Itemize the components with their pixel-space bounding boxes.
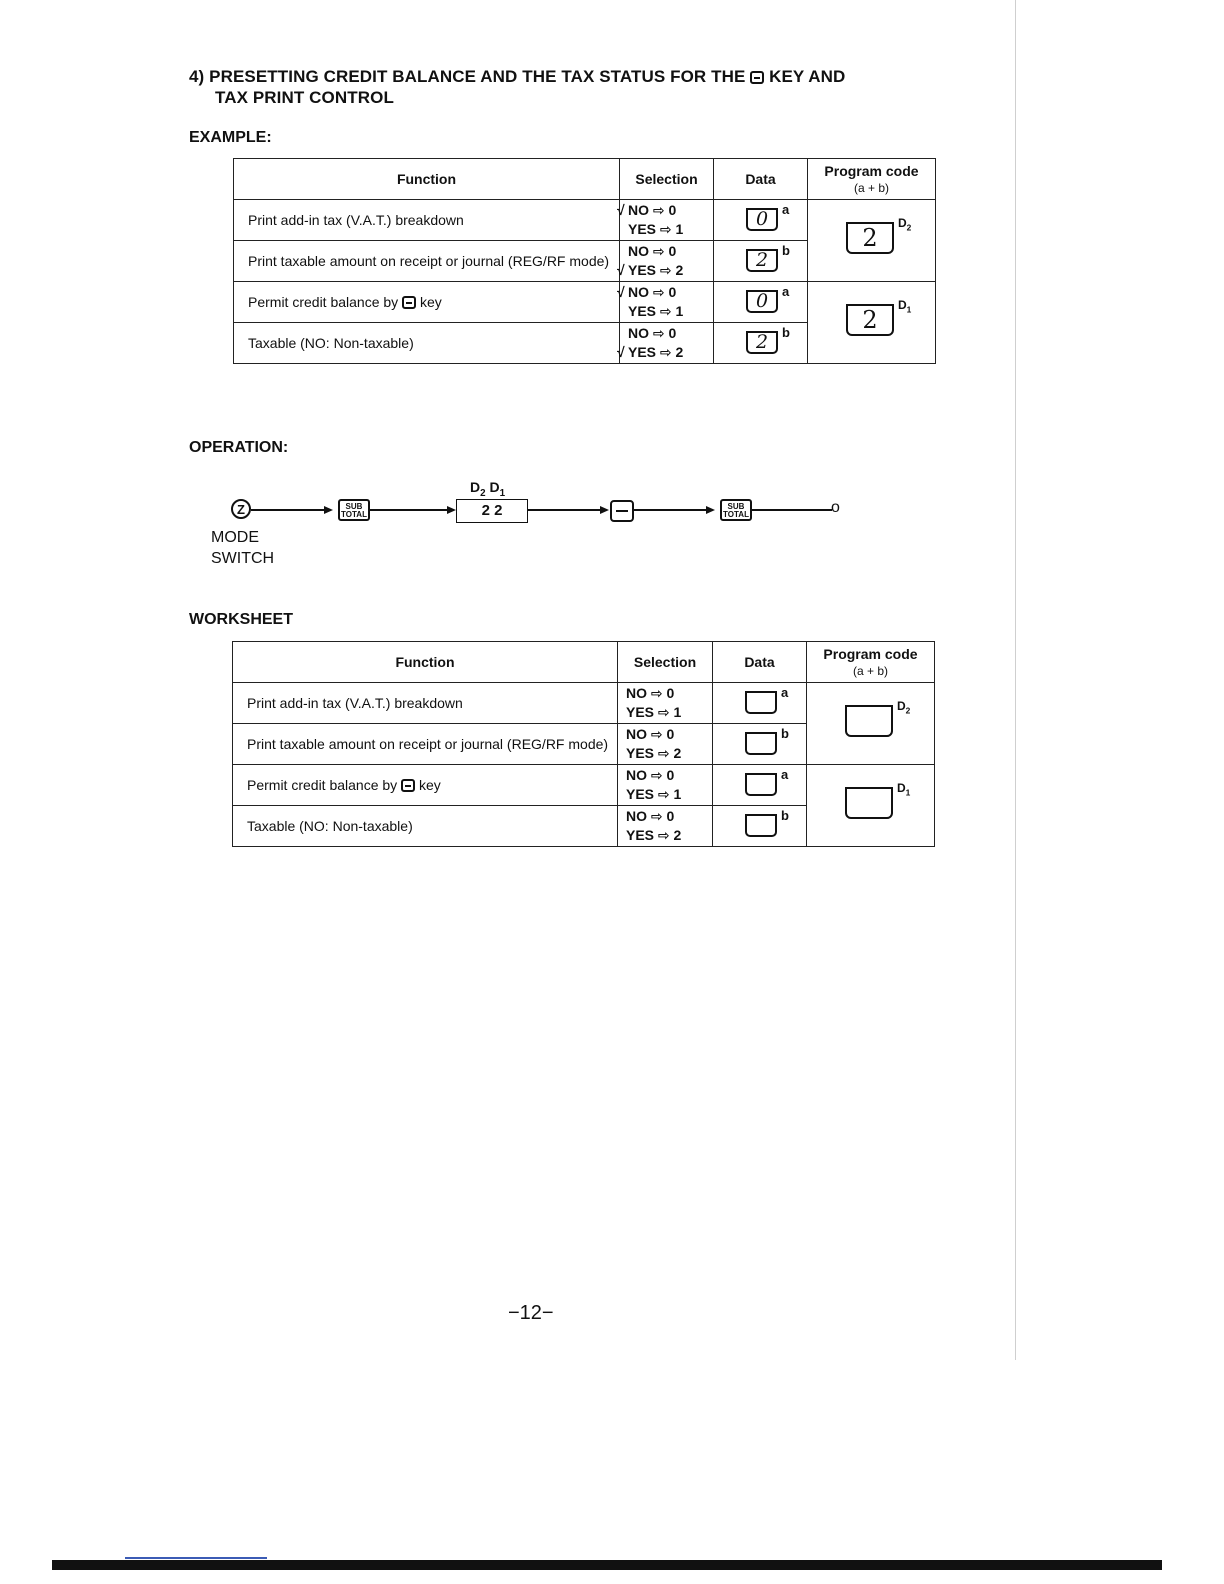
table-row — [233, 683, 935, 724]
title-line1-prefix: 4) PRESETTING CREDIT BALANCE AND THE TAX STATUS FOR THE — [189, 67, 746, 86]
function-cell: Print taxable amount on receipt or journal (REG/RF mode) — [234, 241, 620, 282]
data-input-box[interactable] — [745, 814, 777, 837]
selection-cell: NO ⇨ 0 YES ⇨ 1 — [618, 683, 713, 724]
page-number: −12− — [508, 1302, 554, 1324]
page-edge-line — [1015, 0, 1016, 1360]
program-code-cell — [808, 282, 936, 364]
check-mark-icon: √ — [617, 284, 625, 300]
selection-cell: √ NO ⇨ 0 YES ⇨ 2 — [620, 241, 714, 282]
data-box: 2 — [746, 249, 778, 272]
subtotal-key-icon: SUB TOTAL — [338, 499, 370, 521]
data-superscript: a — [781, 685, 789, 700]
function-cell: Print add-in tax (V.A.T.) breakdown — [234, 200, 620, 241]
function-cell: Taxable (NO: Non-taxable) — [234, 323, 620, 364]
function-cell: Print taxable amount on receipt or journal (REG/RF mode) — [233, 724, 618, 765]
program-code-cell[interactable] — [807, 683, 935, 765]
program-code-input-box[interactable] — [845, 787, 893, 819]
end-symbol: o — [831, 499, 840, 516]
selection-cell: NO ⇨ 0 YES ⇨ 2 — [618, 724, 713, 765]
program-code-label: $D_2$ — [897, 699, 911, 716]
minus-key-icon — [402, 296, 416, 309]
data-input-box[interactable] — [745, 773, 777, 796]
selection-cell: NO ⇨ 0 YES ⇨ 1 — [618, 765, 713, 806]
bottom-accent — [125, 1557, 267, 1559]
check-mark-icon: √ — [617, 344, 625, 360]
data-cell — [714, 323, 808, 364]
data-input-box[interactable] — [745, 691, 777, 714]
example-table — [233, 158, 936, 364]
bottom-bar — [52, 1560, 1162, 1570]
title-line2: TAX PRINT CONTROL — [215, 88, 394, 107]
header-data: Data — [713, 642, 807, 683]
data-cell[interactable] — [713, 683, 807, 724]
data-box: 2 — [746, 331, 778, 354]
header-function: Function — [233, 642, 618, 683]
program-code-label: $D_1$ — [898, 298, 912, 315]
function-cell: Print add-in tax (V.A.T.) breakdown — [233, 683, 618, 724]
subtotal-key-icon: SUB TOTAL — [720, 499, 752, 521]
check-mark-icon: √ — [617, 202, 625, 218]
header-selection: Selection — [620, 159, 714, 200]
check-mark-icon: √ — [617, 262, 625, 278]
worksheet-heading: WORKSHEET — [189, 611, 293, 628]
selection-cell: √ NO ⇨ 0 YES ⇨ 2 — [620, 323, 714, 364]
data-superscript: b — [781, 808, 789, 823]
program-code-box: 2 — [846, 304, 894, 336]
program-code-cell[interactable] — [807, 765, 935, 847]
data-superscript: a — [782, 202, 790, 217]
example-heading: EXAMPLE: — [189, 129, 272, 146]
program-code-cell — [808, 200, 936, 282]
data-box: 0 — [746, 290, 778, 313]
data-superscript: a — [781, 767, 789, 782]
program-code-input-box[interactable] — [845, 705, 893, 737]
title-line1-suffix: KEY AND — [769, 67, 846, 86]
minus-key-icon — [610, 500, 634, 522]
minus-key-icon — [401, 779, 415, 792]
function-cell: Permit credit balance by key — [234, 282, 620, 323]
mode-switch-label: MODE SWITCH — [211, 529, 275, 567]
minus-key-icon — [750, 71, 764, 84]
data-superscript: b — [782, 243, 790, 258]
digits-label: $D_2$ $D_1$ — [470, 479, 506, 499]
mode-switch-z-icon: Z — [231, 499, 251, 519]
data-superscript: a — [782, 284, 790, 299]
data-cell — [714, 282, 808, 323]
table-row — [234, 200, 936, 241]
digits-box: 2 2 — [456, 499, 528, 523]
selection-cell: √ NO ⇨ 0 YES ⇨ 1 — [620, 200, 714, 241]
program-code-box: 2 — [846, 222, 894, 254]
program-code-label: $D_1$ — [897, 781, 911, 798]
table-row — [234, 282, 936, 323]
data-cell[interactable] — [713, 765, 807, 806]
header-function: Function — [234, 159, 620, 200]
header-selection: Selection — [618, 642, 713, 683]
data-box: 0 — [746, 208, 778, 231]
operation-diagram — [200, 478, 860, 578]
header-data: Data — [714, 159, 808, 200]
section-title — [189, 66, 949, 108]
header-program-code: Program code (a + b) — [807, 642, 935, 683]
data-cell[interactable] — [713, 724, 807, 765]
worksheet-table — [232, 641, 935, 847]
selection-cell: √ NO ⇨ 0 YES ⇨ 1 — [620, 282, 714, 323]
function-cell: Taxable (NO: Non-taxable) — [233, 806, 618, 847]
function-cell: Permit credit balance by key — [233, 765, 618, 806]
operation-heading: OPERATION: — [189, 439, 289, 456]
data-cell — [714, 200, 808, 241]
data-superscript: b — [782, 325, 790, 340]
data-superscript: b — [781, 726, 789, 741]
table-row — [233, 765, 935, 806]
data-input-box[interactable] — [745, 732, 777, 755]
data-cell — [714, 241, 808, 282]
program-code-label: $D_2$ — [898, 216, 912, 233]
data-cell[interactable] — [713, 806, 807, 847]
selection-cell: NO ⇨ 0 YES ⇨ 2 — [618, 806, 713, 847]
header-program-code: Program code (a + b) — [808, 159, 936, 200]
